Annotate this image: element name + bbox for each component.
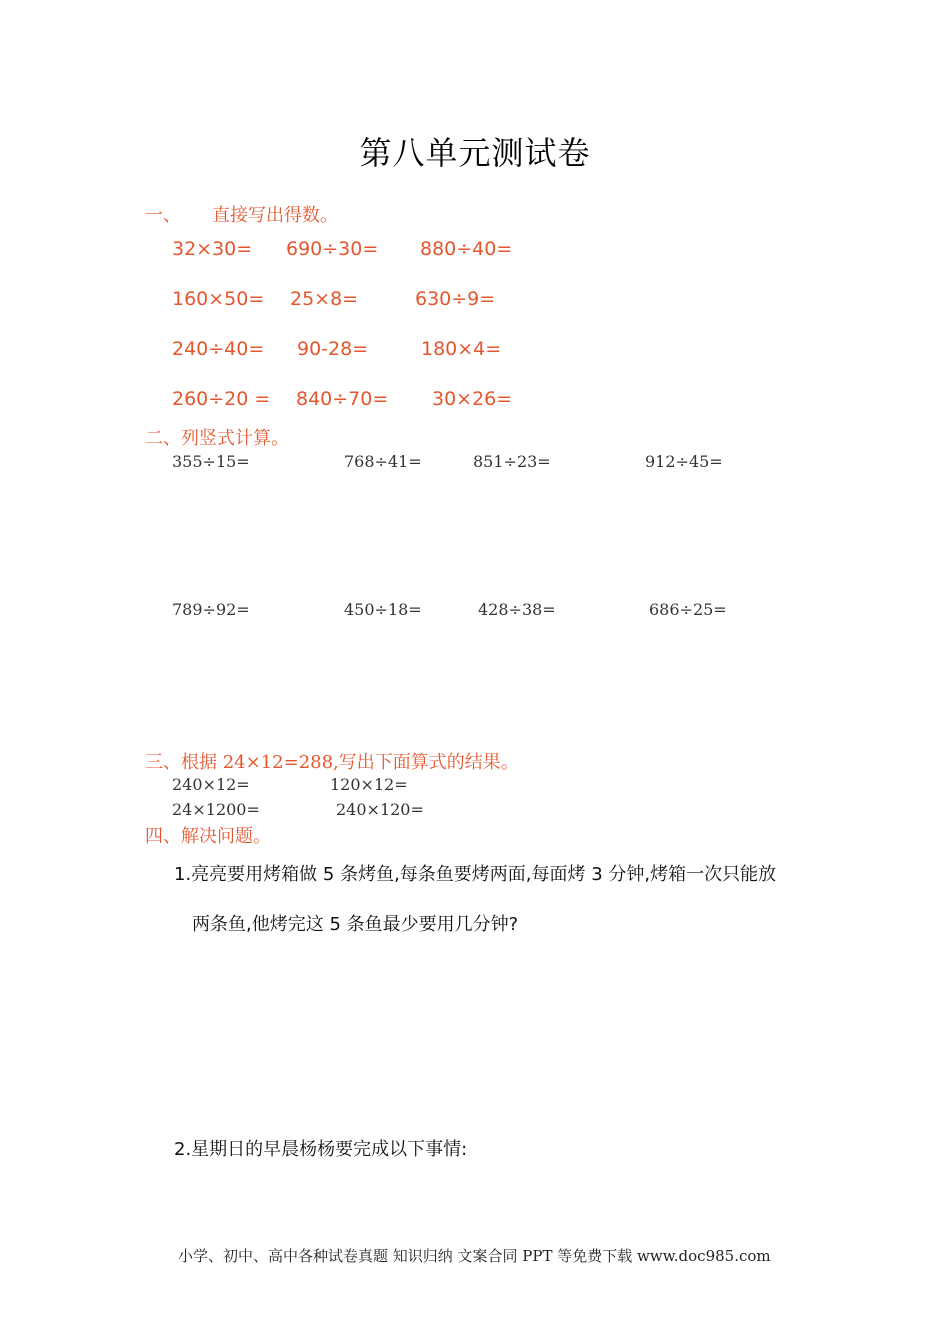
oral-item: 260÷20 = [172, 388, 271, 410]
footer-text: 小学、初中、高中各种试卷真题 知识归纳 文案合同 PPT 等免费下载 www.doc985.com [178, 1247, 771, 1265]
vertical-item: 851÷23= [473, 452, 551, 471]
oral-item: 690÷30= [286, 238, 379, 260]
vertical-item: 912÷45= [645, 452, 723, 471]
oral-item: 840÷70= [296, 388, 389, 410]
problem-2: 2.星期日的早晨杨杨要完成以下事情: [174, 1139, 468, 1160]
vertical-item: 789÷92= [172, 600, 250, 619]
problem-1-line-1: 1.亮亮要用烤箱做 5 条烤鱼,每条鱼要烤两面,每面烤 3 分钟,烤箱一次只能放 [174, 864, 777, 885]
problem-1-line-2: 两条鱼,他烤完这 5 条鱼最少要用几分钟? [192, 914, 519, 935]
related-item: 120×12= [330, 775, 408, 794]
related-item: 240×12= [172, 775, 250, 794]
section4-heading: 四、解决问题。 [145, 826, 271, 847]
oral-item: 30×26= [432, 388, 513, 410]
vertical-item: 355÷15= [172, 452, 250, 471]
oral-item: 880÷40= [420, 238, 513, 260]
section1-heading: 直接写出得数。 [212, 205, 338, 226]
oral-item: 180×4= [421, 338, 502, 360]
section3-heading: 三、根据 24×12=288,写出下面算式的结果。 [145, 752, 519, 773]
oral-item: 32×30= [172, 238, 253, 260]
oral-item: 25×8= [290, 288, 359, 310]
vertical-item: 686÷25= [649, 600, 727, 619]
related-item: 24×1200= [172, 800, 260, 819]
oral-item: 90-28= [297, 338, 369, 360]
oral-item: 240÷40= [172, 338, 265, 360]
vertical-item: 768÷41= [344, 452, 422, 471]
vertical-item: 450÷18= [344, 600, 422, 619]
page-title: 第八单元测试卷 [359, 134, 591, 172]
oral-item: 160×50= [172, 288, 265, 310]
oral-item: 630÷9= [415, 288, 496, 310]
related-item: 240×120= [336, 800, 424, 819]
section2-heading: 二、列竖式计算。 [145, 428, 289, 449]
vertical-item: 428÷38= [478, 600, 556, 619]
section1-number: 一、 [145, 205, 181, 226]
